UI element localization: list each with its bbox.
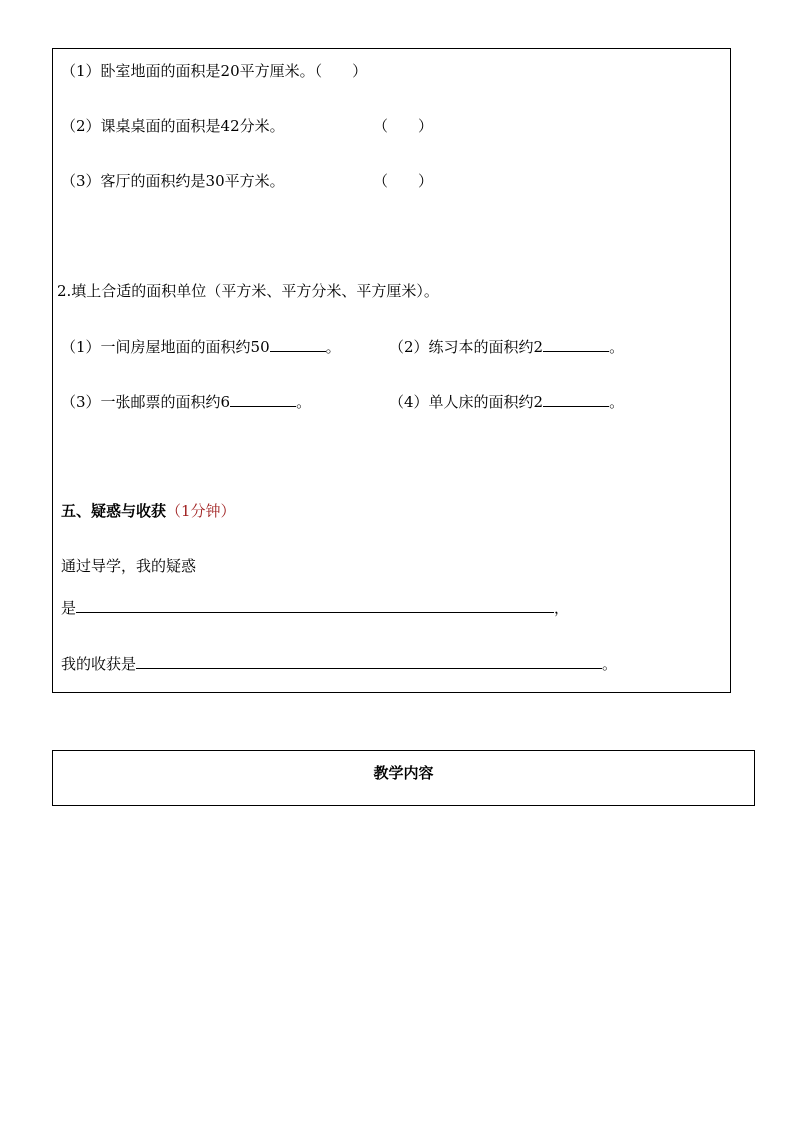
teaching-content-box [52, 750, 755, 806]
section-5-title: 五、疑惑与收获 [61, 502, 167, 520]
fill-question-1-blank[interactable] [270, 336, 326, 352]
doubt-end: ， [554, 599, 570, 617]
gain-prefix: 我的收获是 [61, 655, 137, 673]
judge-question-2 [61, 116, 285, 136]
worksheet-box [52, 48, 731, 693]
fill-question-2-end: 。 [609, 338, 625, 356]
judge-question-3-text: （3）客厅的面积约是30平方米。 [61, 172, 285, 190]
gain-end: 。 [602, 655, 618, 673]
fill-question-1-text: （1）一间房屋地面的面积约50 [61, 338, 270, 356]
judge-question-1: （1）卧室地面的面积是20平方厘米。（ ） [61, 62, 368, 80]
teaching-content-title: 教学内容 [373, 764, 434, 782]
fill-question-2 [389, 336, 624, 357]
section-5-heading [61, 501, 236, 521]
doubt-line [61, 597, 569, 618]
fill-question-2-text: （2）练习本的面积约2 [389, 338, 544, 356]
fill-question-3-text: （3）一张邮票的面积约6 [61, 393, 231, 411]
judge-question-2-text: （2）课桌桌面的面积是42分米。 [61, 117, 285, 135]
fill-question-4-blank[interactable] [543, 391, 609, 407]
judge-question-2-paren: （ ） [373, 117, 434, 135]
doubt-blank[interactable] [76, 597, 554, 613]
judge-question-3-paren: （ ） [373, 172, 434, 190]
doubt-prefix: 是 [61, 599, 77, 617]
fill-question-4 [389, 391, 624, 412]
judge-question-3 [61, 171, 285, 191]
fill-heading: 2.填上合适的面积单位（平方米、平方分米、平方厘米）。 [57, 282, 439, 300]
fill-question-3-end: 。 [296, 393, 312, 411]
gain-line [61, 653, 617, 674]
fill-question-4-text: （4）单人床的面积约2 [389, 393, 544, 411]
fill-question-3-blank[interactable] [230, 391, 296, 407]
fill-question-1-end: 。 [325, 338, 341, 356]
section-5-time: （1分钟） [166, 502, 236, 520]
fill-question-3 [61, 391, 311, 412]
fill-question-1 [61, 336, 341, 357]
gain-blank[interactable] [136, 653, 602, 669]
doubt-intro: 通过导学，我的疑惑 [61, 557, 197, 575]
fill-question-2-blank[interactable] [543, 336, 609, 352]
fill-question-4-end: 。 [609, 393, 625, 411]
